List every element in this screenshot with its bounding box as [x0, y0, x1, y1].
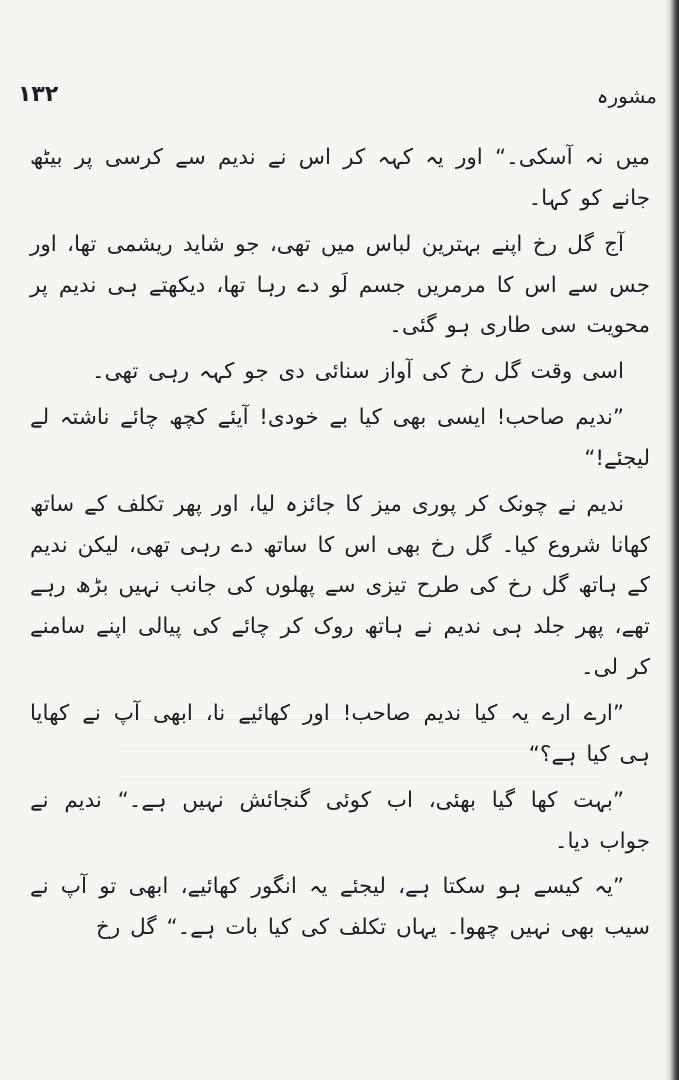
paragraph: ندیم نے چونک کر پوری میز کا جائزہ لیا، اور پھر تکلف کے ساتھ کھانا شروع کیا۔ گل رخ بھی اس کا ساتھ دے رہی تھی، لیکن ندیم کے ہاتھ گل رخ کی طرح تیزی سے پھلوں کی جانب نہیں بڑھ رہے تھے، پھر جلد ہی ندیم نے ہاتھ روک کر چائے کی پیالی اپنے سامنے کر لی۔	[30, 491, 650, 681]
paragraph: اسی وقت گل رخ کی آواز سنائی دی جو کہہ رہی تھی۔	[91, 359, 624, 385]
running-head: مشورہ	[596, 84, 657, 108]
paragraph: ”ارے ارے یہ کیا ندیم صاحب! اور کھائیے نا، ابھی آپ نے کھایا ہی کیا ہے؟“	[30, 700, 650, 767]
body-text	[30, 138, 650, 954]
paragraph: ”یہ کیسے ہو سکتا ہے، لیجئے یہ انگور کھائیے، ابھی تو آپ نے سیب بھی نہیں چھوا۔ یہاں تکلف کی کیا بات ہے۔“ گل رخ	[30, 874, 650, 941]
page-number: ۱۳۲	[18, 82, 59, 107]
paragraph: ”بہت کھا گیا بھئی، اب کوئی گنجائش نہیں ہے۔“ ندیم نے جواب دیا۔	[30, 787, 650, 854]
paragraph: ”ندیم صاحب! ایسی بھی کیا بے خودی! آیئے کچھ چائے ناشتہ لے لیجئے!“	[30, 405, 650, 471]
page-edge-shadow	[665, 0, 679, 1080]
paragraph: میں نہ آسکی۔“ اور یہ کہہ کر اس نے ندیم سے کرسی پر بیٹھ جانے کو کہا۔	[30, 145, 650, 211]
paragraph: آج گل رخ اپنے بہترین لباس میں تھی، جو شاید ریشمی تھا، اور جس سے اس کا مرمریں جسم لَو دے رہا تھا، دیکھتے ہی ندیم پر محویت سی طاری ہو گئی۔	[30, 231, 650, 339]
